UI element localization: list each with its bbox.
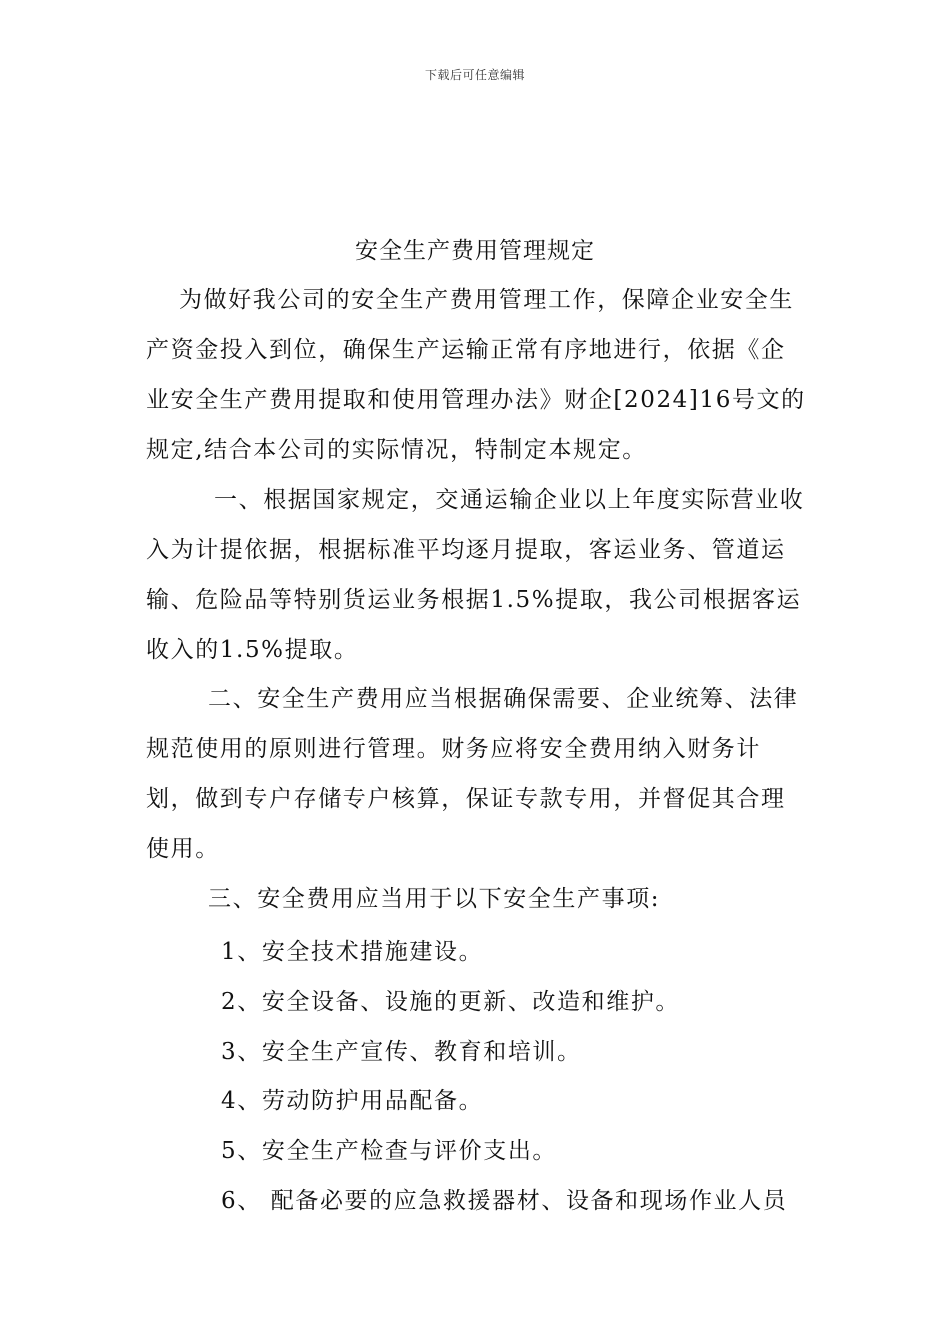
section-2-block [146,674,806,874]
list-item: 3、安全生产宣传、教育和培训。 [221,1039,582,1065]
list-item: 1、安全技术措施建设。 [221,939,484,965]
list-item: 6、 配备必要的应急救援器材、设备和现场作业人员 [221,1188,788,1214]
intro-block [146,275,806,475]
section-3-heading: 三、安全费用应当用于以下安全生产事项: [208,886,661,912]
section-1-paragraph: 一、根据国家规定，交通运输企业以上年度实际营业收入为计提依据，根据标准平均逐月提取，客运业务、管道运输、危险品等特别货运业务根据1.5%提取，我公司根据客运收入的1.5%提取。 [146,487,805,663]
list-item: 2、安全设备、设施的更新、改造和维护。 [221,989,681,1015]
section-1-block [146,475,806,675]
list-item: 4、劳动防护用品配备。 [221,1088,484,1114]
document-title: 安全生产费用管理规定 [355,238,595,264]
intro-paragraph: 为做好我公司的安全生产费用管理工作，保障企业安全生产资金投入到位，确保生产运输正常有序地进行，依据《企业安全生产费用提取和使用管理办法》财企[2024]16号文的规定,结合本公司的实际情况，特制定本规定。 [146,287,806,463]
header-note: 下载后可任意编辑 [424,68,525,82]
section-2-paragraph: 二、安全生产费用应当根据确保需要、企业统筹、法律规范使用的原则进行管理。财务应将安全费用纳入财务计划，做到专户存储专户核算，保证专款专用，并督促其合理使用。 [146,686,799,862]
list-item: 5、安全生产检查与评价支出。 [221,1138,558,1164]
section-3-block [146,874,806,924]
